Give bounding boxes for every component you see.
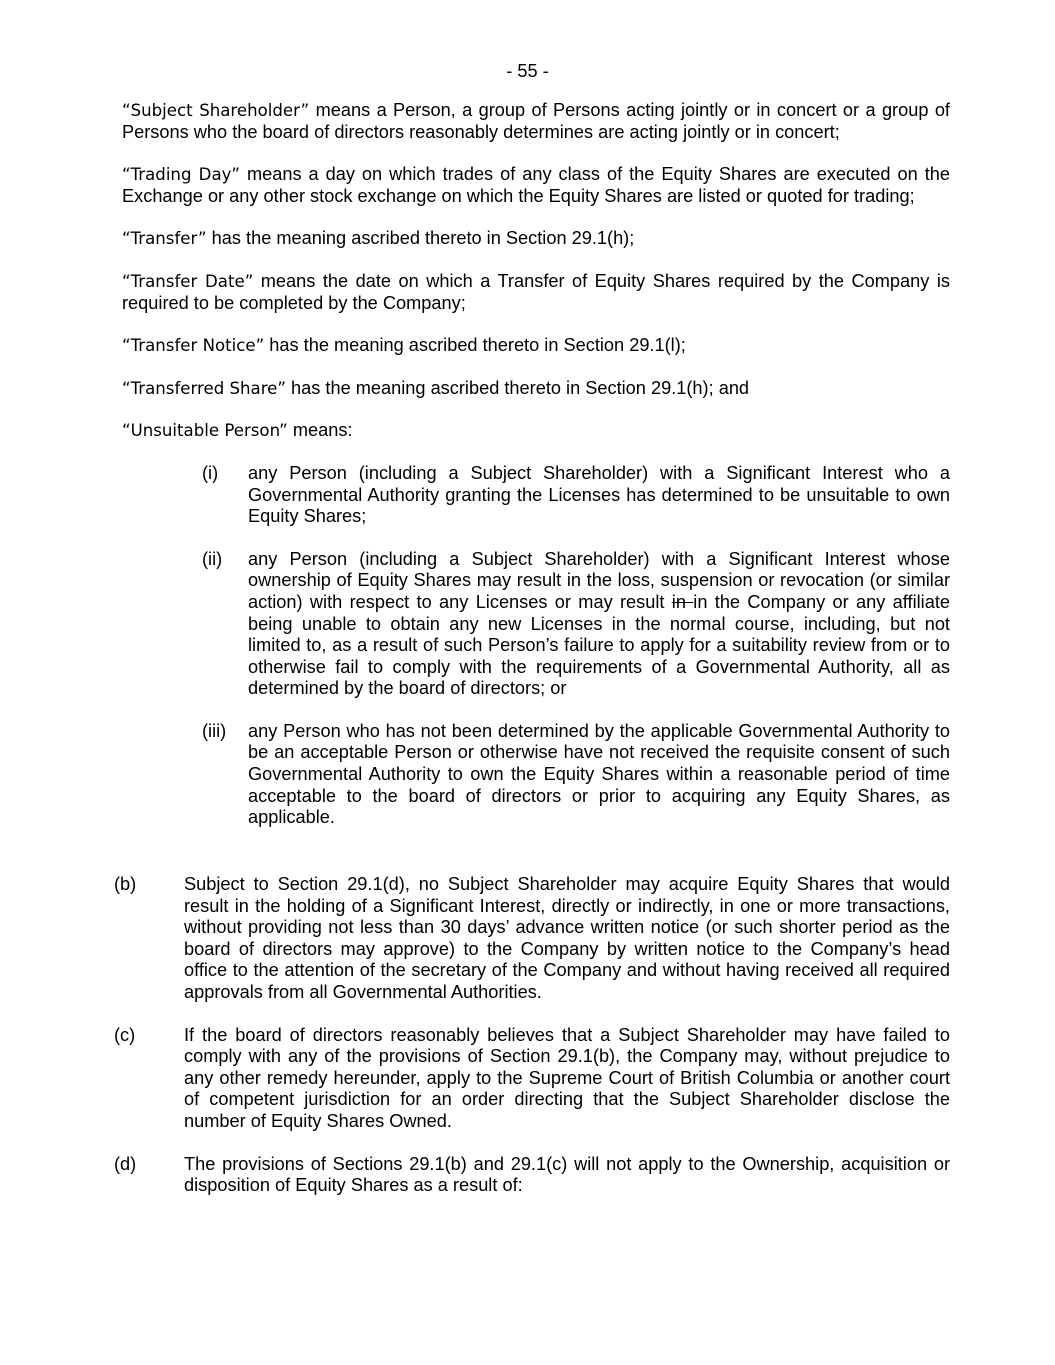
list-item	[122, 549, 950, 700]
definition-text: has the meaning ascribed thereto in Section 29.1(h); and	[285, 377, 750, 398]
clauses-section	[114, 874, 950, 1218]
definition-term: “Subject Shareholder”	[122, 101, 310, 120]
clause-text: If the board of directors reasonably believes that a Subject Shareholder may have failed to comply with any of the provisions of Section 29.1(b), the Company may, without prejudice to any other remedy hereunder, apply to the Supreme Court of British Columbia or another court of competent jurisdiction for an order directing that the Subject Shareholder disclose the number of Equity Shares Owned.	[184, 1024, 950, 1131]
definition-term: “Trading Day”	[122, 165, 241, 185]
definition-term: “Unsuitable Person”	[122, 421, 288, 441]
clause-text: Subject to Section 29.1(d), no Subject Shareholder may acquire Equity Shares that would result in the holding of a Significant Interest, directly or indirectly, in one or more transactions, without providing not less than 30 days’ advance written notice (or such shorter period as the board of directors may approve) to the Company by written notice to the Company’s head office to the attention of the secretary of the Company and without having received all required approvals from all Governmental Authorities.	[184, 874, 950, 1002]
clause-number: (d)	[114, 1153, 137, 1174]
list-item-text: any Person (including a Subject Shareholder) with a Significant Interest who a Governmental Authority granting the Licenses has determined to be unsuitable to own Equity Shares;	[248, 462, 950, 527]
list-item-text-part: in the Company or any affiliate being unable to obtain any new Licenses in the normal course, including, but not limited to, as a result of such Person’s failure to apply for a suitability review from or to otherwise fail to comply with the requirements of a Governmental Authority, all as determined by the board of directors; or	[248, 591, 950, 699]
clause-b	[114, 874, 950, 1004]
list-item-number: (ii)	[202, 548, 223, 569]
list-item-number: (i)	[202, 462, 219, 483]
clause-number: (c)	[114, 1024, 136, 1045]
definition-text: means the date on which a Transfer of Equity Shares required by the Company is required to be completed by the Company;	[122, 270, 950, 313]
definition-text: has the meaning ascribed thereto in Section 29.1(h);	[206, 228, 635, 249]
definition-transferred-share	[122, 378, 950, 400]
clause-number: (b)	[114, 874, 137, 894]
definition-unsuitable-person	[122, 420, 950, 442]
definition-transfer-notice	[122, 335, 950, 357]
definition-text: means a Person, a group of Persons acting jointly or in concert or a group of Persons who the board of directors reasonably determines are acting jointly or in concert;	[122, 100, 950, 142]
list-item-text-part: any Person (including a Subject Shareholder) with a Significant Interest whose ownership of Equity Shares may result in the loss, suspension or revocation (or similar action) with respect to any Licenses or may result	[248, 548, 950, 612]
clause-d	[114, 1154, 950, 1197]
definition-transfer-date	[122, 271, 950, 314]
struck-text: in	[671, 591, 694, 612]
definition-text: has the meaning ascribed thereto in Section 29.1(l);	[264, 335, 686, 356]
unsuitable-person-list	[122, 463, 950, 829]
definition-subject-shareholder	[122, 100, 950, 143]
definition-term: “Transferred Share”	[122, 378, 286, 398]
list-item-text: any Person who has not been determined by the applicable Governmental Authority to be an acceptable Person or otherwise have not received the requisite consent of such Governmental Authority to own the Equity Shares within a reasonable period of time acceptable to the board of directors or prior to acquiring any Equity Shares, as applicable.	[248, 720, 950, 828]
clause-c	[114, 1025, 950, 1133]
definition-text: means a day on which trades of any class of the Equity Shares are executed on the Exchange or any other stock exchange on which the Equity Shares are listed or quoted for trading;	[122, 164, 950, 206]
list-item	[122, 721, 950, 829]
definitions-section	[122, 100, 950, 850]
definition-trading-day	[122, 164, 950, 207]
definition-term: “Transfer Date”	[122, 271, 254, 291]
page-number: - 55 -	[506, 61, 549, 81]
definition-term: “Transfer”	[122, 229, 207, 249]
definition-term: “Transfer Notice”	[122, 336, 265, 356]
definition-transfer	[122, 228, 950, 250]
clause-text: The provisions of Sections 29.1(b) and 29.1(c) will not apply to the Ownership, acquisition or disposition of Equity Shares as a result of:	[184, 1153, 950, 1196]
list-item	[122, 463, 950, 528]
list-item-number: (iii)	[202, 720, 227, 741]
definition-text: means:	[287, 420, 353, 441]
list-item-text	[248, 549, 950, 699]
